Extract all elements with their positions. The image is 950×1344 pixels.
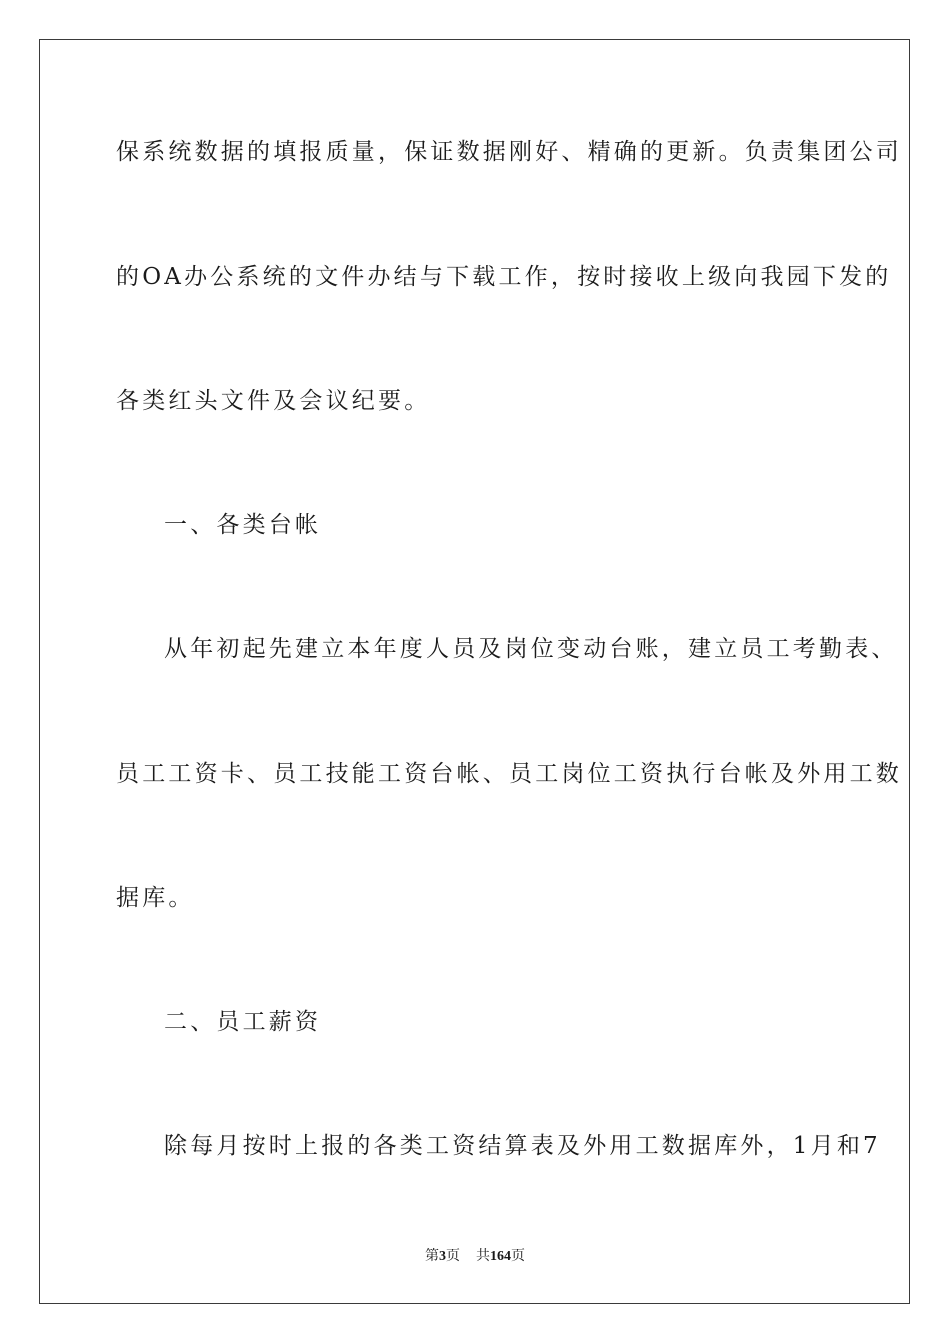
text-line-2: 的OA办公系统的文件办结与下载工作，按时接收上级向我园下发的 <box>116 264 892 290</box>
total-suffix: 页 <box>511 1249 525 1264</box>
text-line-9: 除每月按时上报的各类工资结算表及外用工数据库外，1月和7 <box>164 1133 881 1159</box>
page-suffix: 页 <box>446 1249 460 1264</box>
page-border <box>39 39 910 1304</box>
section-heading-1: 一、各类台帐 <box>164 512 322 538</box>
section-heading-2: 二、员工薪资 <box>164 1009 322 1035</box>
page-prefix: 第 <box>425 1249 439 1264</box>
text-line-5: 从年初起先建立本年度人员及岗位变动台账，建立员工考勤表、 <box>164 636 898 662</box>
text-line-1: 保系统数据的填报质量，保证数据刚好、精确的更新。负责集团公司 <box>116 139 902 165</box>
text-line-3: 各类红头文件及会议纪要。 <box>116 388 431 414</box>
page-footer <box>0 1248 950 1266</box>
page-number: 3 <box>439 1249 446 1264</box>
total-prefix: 共 <box>476 1249 490 1264</box>
text-line-7: 据库。 <box>116 885 195 911</box>
total-pages: 164 <box>490 1249 511 1264</box>
text-line-6: 员工工资卡、员工技能工资台帐、员工岗位工资执行台帐及外用工数 <box>116 761 902 787</box>
